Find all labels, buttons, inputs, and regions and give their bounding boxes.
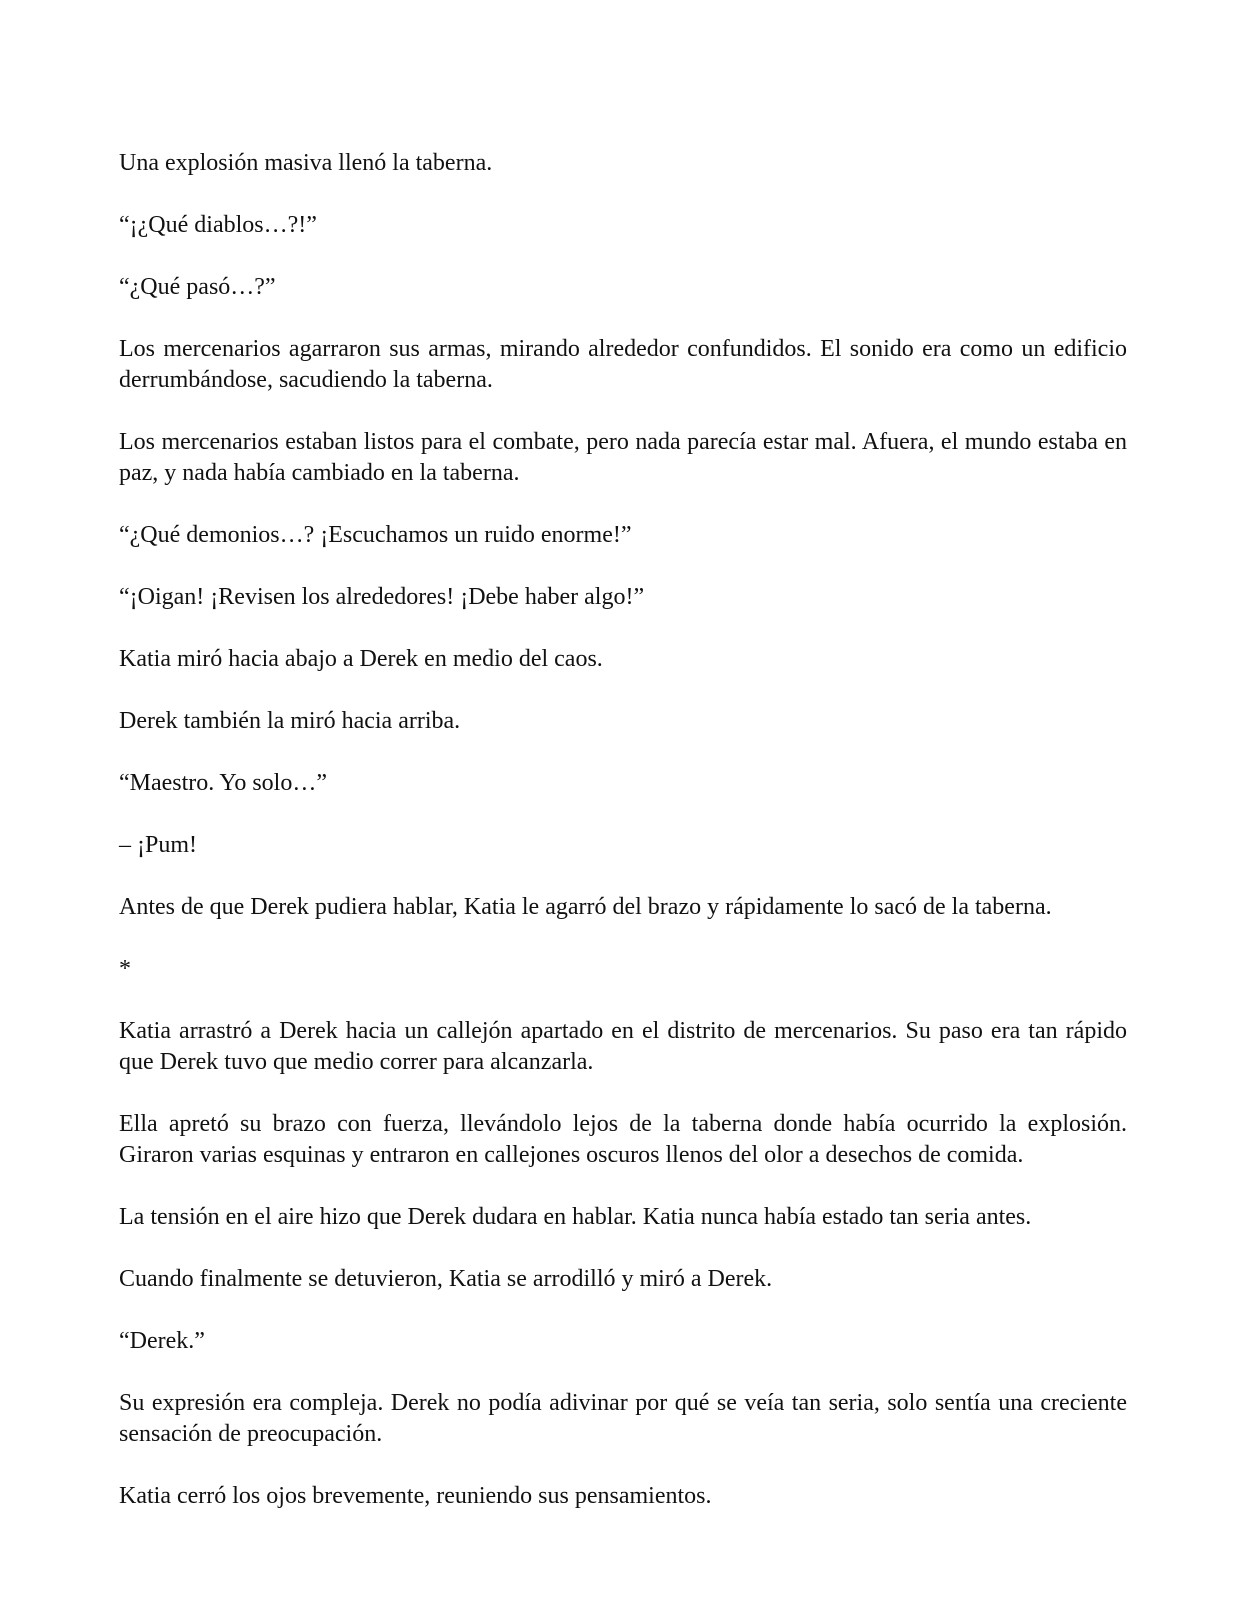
dialogue-line: “¿Qué demonios…? ¡Escuchamos un ruido enorme!” [119,522,632,548]
dialogue-line: “¿Qué pasó…?” [119,274,276,300]
body-text [119,148,1127,1543]
paragraph: Su expresión era compleja. Derek no podía adivinar por qué se veía tan seria, solo sentía una creciente sensación de preocupación. [119,1390,1127,1447]
dialogue-line: “¡Oigan! ¡Revisen los alrededores! ¡Debe haber algo!” [119,584,645,610]
paragraph: Una explosión masiva llenó la taberna. [119,150,493,176]
paragraph: Antes de que Derek pudiera hablar, Katia le agarró del brazo y rápidamente lo sacó de la taberna. [119,894,1052,920]
paragraph: Katia miró hacia abajo a Derek en medio del caos. [119,646,603,672]
dialogue-line: “Derek.” [119,1328,205,1354]
paragraph: Cuando finalmente se detuvieron, Katia se arrodilló y miró a Derek. [119,1266,773,1292]
paragraph: Los mercenarios estaban listos para el combate, pero nada parecía estar mal. Afuera, el mundo estaba en paz, y nada había cambiado en la taberna. [119,429,1127,486]
paragraph: Katia cerró los ojos brevemente, reuniendo sus pensamientos. [119,1483,712,1509]
paragraph: La tensión en el aire hizo que Derek dudara en hablar. Katia nunca había estado tan seria antes. [119,1204,1032,1230]
paragraph: Katia arrastró a Derek hacia un callejón apartado en el distrito de mercenarios. Su paso era tan rápido que Derek tuvo que medio correr para alcanzarla. [119,1018,1127,1075]
paragraph: Los mercenarios agarraron sus armas, mirando alrededor confundidos. El sonido era como un edificio derrumbándose, sacudiendo la taberna. [119,336,1127,393]
sound-effect: – ¡Pum! [119,832,197,858]
scene-break: * [119,956,131,982]
dialogue-line: “Maestro. Yo solo…” [119,770,327,796]
paragraph: Ella apretó su brazo con fuerza, llevándolo lejos de la taberna donde había ocurrido la explosión. Giraron varias esquinas y entraron en callejones oscuros llenos del olor a desechos de comida. [119,1111,1127,1168]
dialogue-line: “¡¿Qué diablos…?!” [119,212,317,238]
paragraph: Derek también la miró hacia arriba. [119,708,461,734]
